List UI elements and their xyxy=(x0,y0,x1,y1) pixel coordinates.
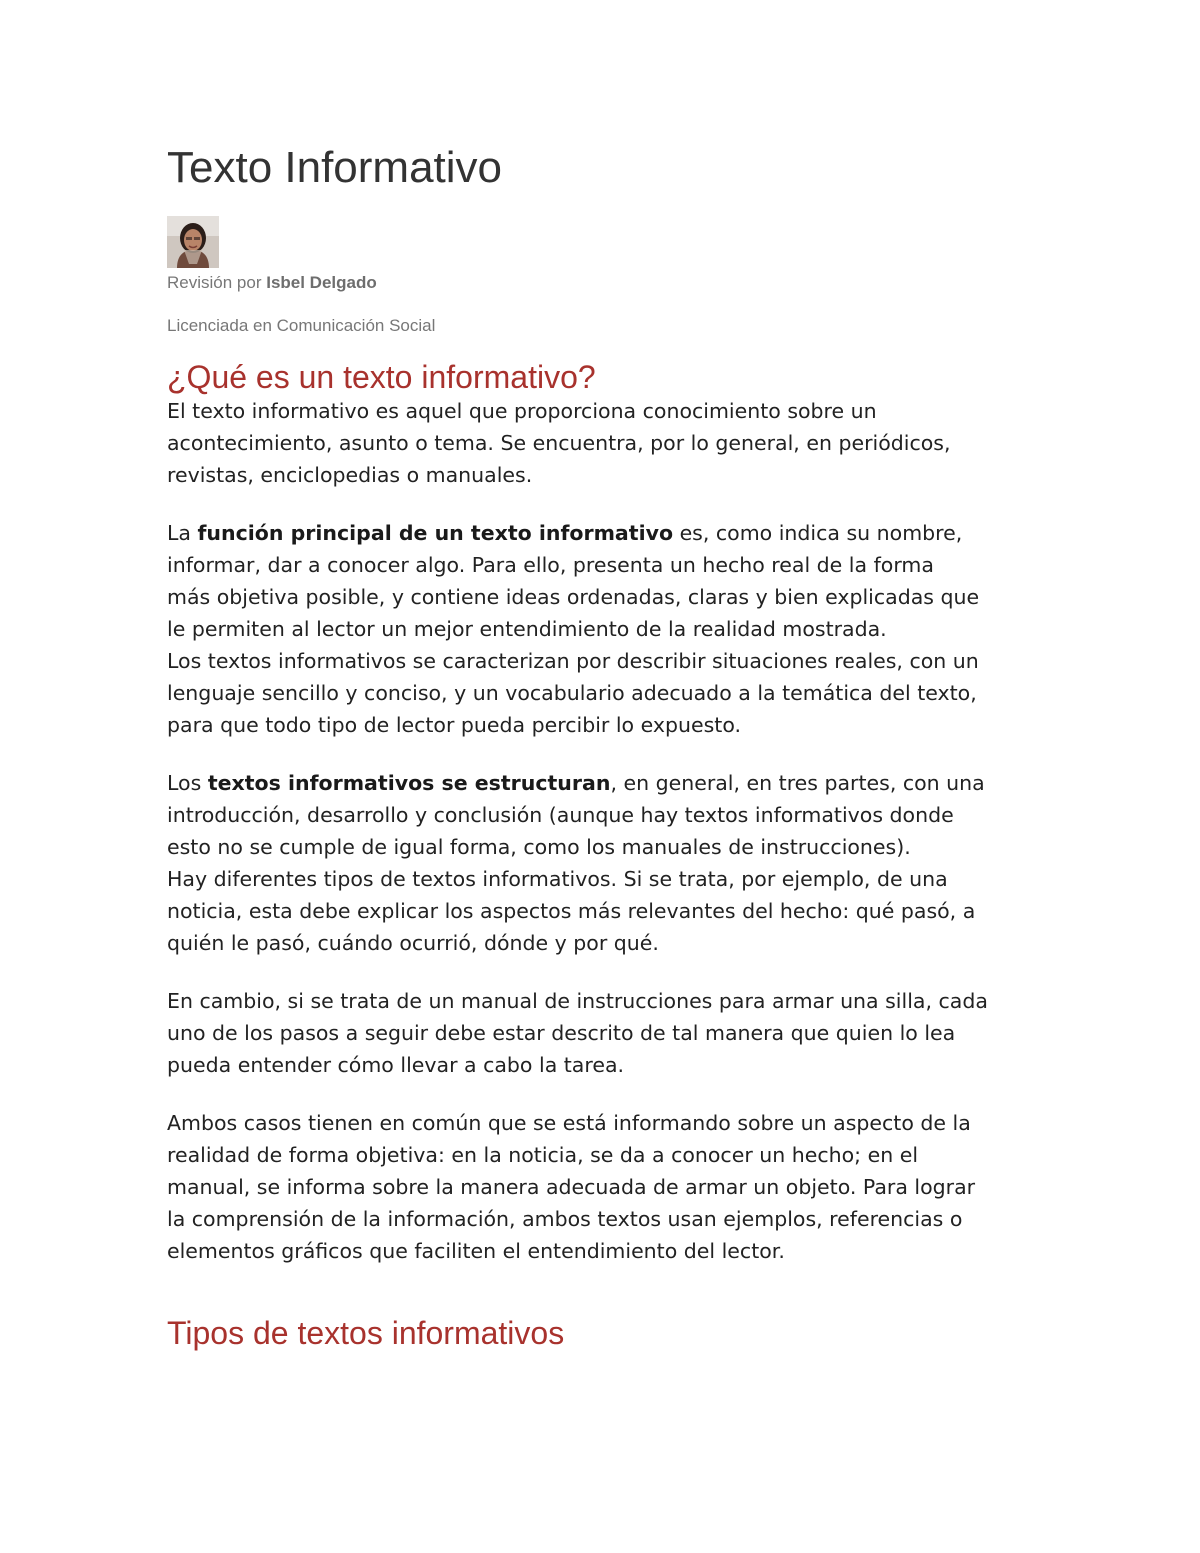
text-run: es, como indica su nombre, xyxy=(673,521,963,545)
text-line: El texto informativo es aquel que proporciona conocimiento sobre un xyxy=(167,399,877,423)
text-line: realidad de forma objetiva: en la noticia, se da a conocer un hecho; en el xyxy=(167,1143,919,1167)
text-line: esto no se cumple de igual forma, como los manuales de instrucciones). xyxy=(167,835,911,859)
paragraph-definition xyxy=(167,395,1047,491)
reviewer-name[interactable]: Isbel Delgado xyxy=(266,273,377,292)
text-line: acontecimiento, asunto o tema. Se encuentra, por lo general, en periódicos, xyxy=(167,431,951,455)
section-heading-types: Tipos de textos informativos xyxy=(167,1315,565,1351)
text-line: En cambio, si se trata de un manual de instrucciones para armar una silla, cada xyxy=(167,989,988,1013)
reviewer-line xyxy=(167,272,377,294)
text-line xyxy=(167,767,1047,799)
paragraph-function xyxy=(167,517,1047,741)
text-line: le permiten al lector un mejor entendimiento de la realidad mostrada. xyxy=(167,617,887,641)
section-heading-what-is: ¿Qué es un texto informativo? xyxy=(167,359,596,395)
text-line: elementos gráficos que faciliten el entendimiento del lector. xyxy=(167,1239,785,1263)
text-line: revistas, enciclopedias o manuales. xyxy=(167,463,533,487)
text-line: pueda entender cómo llevar a cabo la tarea. xyxy=(167,1053,625,1077)
text-line xyxy=(167,517,1047,549)
text-run: La xyxy=(167,521,198,545)
paragraph-manual-example xyxy=(167,985,1047,1081)
article-body xyxy=(167,395,1047,1293)
bold-phrase: función principal de un texto informativo xyxy=(197,521,674,545)
text-line: Hay diferentes tipos de textos informativos. Si se trata, por ejemplo, de una xyxy=(167,867,948,891)
text-line: para que todo tipo de lector pueda percibir lo expuesto. xyxy=(167,713,742,737)
text-run: , en general, en tres partes, con una xyxy=(610,771,985,795)
text-line: introducción, desarrollo y conclusión (aunque hay textos informativos donde xyxy=(167,803,954,827)
paragraph-common-ground xyxy=(167,1107,1047,1267)
text-line: lenguaje sencillo y conciso, y un vocabulario adecuado a la temática del texto, xyxy=(167,681,977,705)
avatar-photo xyxy=(167,216,219,268)
text-run: Los xyxy=(167,771,208,795)
page-title: Texto Informativo xyxy=(167,143,503,192)
text-line: más objetiva posible, y contiene ideas ordenadas, claras y bien explicadas que xyxy=(167,585,980,609)
paragraph-structure xyxy=(167,767,1047,959)
text-line: informar, dar a conocer algo. Para ello, presenta un hecho real de la forma xyxy=(167,553,934,577)
text-line: uno de los pasos a seguir debe estar descrito de tal manera que quien lo lea xyxy=(167,1021,956,1045)
text-line: Los textos informativos se caracterizan por describir situaciones reales, con un xyxy=(167,649,979,673)
reviewer-credential: Licenciada en Comunicación Social xyxy=(167,316,436,335)
text-line: la comprensión de la información, ambos textos usan ejemplos, referencias o xyxy=(167,1207,963,1231)
reviewer-prefix: Revisión por xyxy=(167,273,267,292)
reviewer-avatar xyxy=(167,216,219,268)
text-line: quién le pasó, cuándo ocurrió, dónde y por qué. xyxy=(167,931,659,955)
text-line: manual, se informa sobre la manera adecuada de armar un objeto. Para lograr xyxy=(167,1175,976,1199)
text-line: Ambos casos tienen en común que se está informando sobre un aspecto de la xyxy=(167,1111,971,1135)
text-line: noticia, esta debe explicar los aspectos más relevantes del hecho: qué pasó, a xyxy=(167,899,976,923)
bold-phrase: textos informativos se estructuran xyxy=(207,771,611,795)
